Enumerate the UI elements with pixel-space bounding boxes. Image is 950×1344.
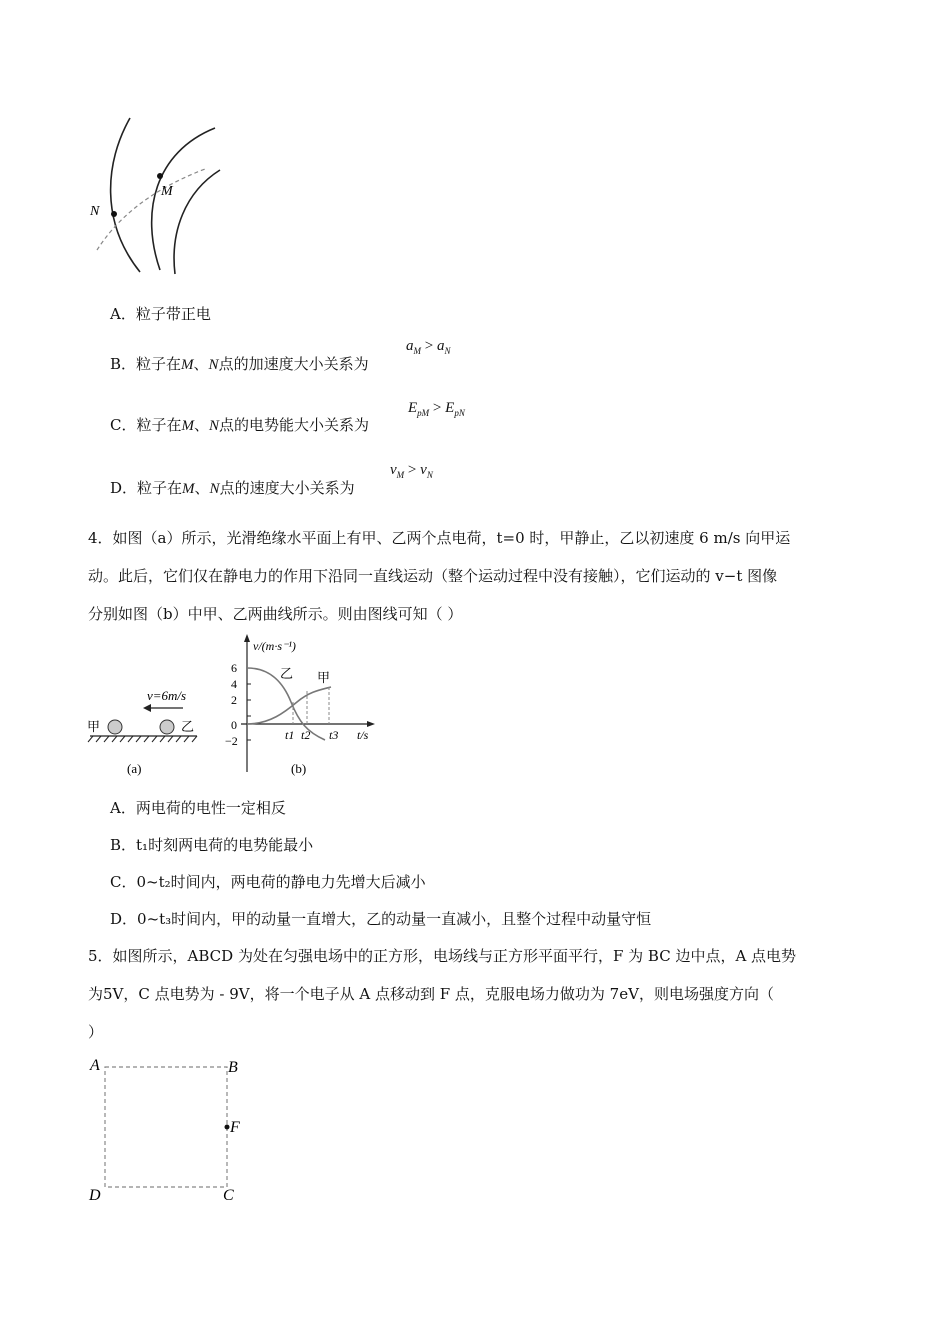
- option-4d: D．0~t₃时间内，甲的动量一直增大，乙的动量一直减小，且整个过程中动量守恒: [110, 910, 652, 928]
- question-5-line2: 为5V，C 点电势为 - 9V，将一个电子从 A 点移动到 F 点，克服电场力做功为 7eV，则电场强度方向（: [88, 985, 774, 1003]
- ytick-6: 6: [231, 661, 237, 675]
- ytick-0: 0: [231, 718, 237, 732]
- curve-jia-label: 甲: [317, 670, 331, 685]
- charge-jia: [108, 720, 122, 734]
- trajectory: [97, 169, 205, 250]
- label-jia: 甲: [87, 719, 101, 734]
- ytick-neg2: −2: [225, 734, 238, 748]
- x-axis-label: t/s: [357, 728, 369, 742]
- y-axis-label: v/(m·s⁻¹): [253, 639, 296, 653]
- caption-b: (b): [291, 761, 307, 776]
- vertex-c: C: [223, 1187, 234, 1204]
- option-4a: A．两电荷的电性一定相反: [110, 799, 286, 817]
- question-5-line1: 5．如图所示，ABCD 为处在匀强电场中的正方形，电场线与正方形平面平行，F 为 BC 边中点，A 点电势: [88, 947, 797, 965]
- curve-yi-label: 乙: [280, 666, 294, 681]
- label-yi: 乙: [181, 719, 195, 734]
- option-3d: D．粒子在M、N点的速度大小关系为: [110, 479, 355, 497]
- curve-jia: [247, 687, 331, 724]
- ytick-4: 4: [231, 677, 237, 691]
- formula-3d: $v_M > v_N$: [390, 462, 433, 480]
- square-figure: [85, 1050, 255, 1210]
- field-line-figure: [85, 112, 225, 282]
- option-3a: A．粒子带正电: [110, 305, 211, 323]
- formula-3c: $E_{pM} > E_{pN}$: [408, 400, 465, 418]
- label-n: N: [90, 204, 100, 219]
- field-line-left: [111, 118, 140, 272]
- question-5-line3: ）: [88, 1023, 104, 1041]
- vertex-b: B: [228, 1059, 238, 1076]
- field-line-right: [174, 170, 220, 274]
- option-4b: B．t₁时刻两电荷的电势能最小: [110, 836, 314, 854]
- question-4-line1: 4．如图（a）所示，光滑绝缘水平面上有甲、乙两个点电荷，t=0 时，甲静止，乙以初速度 6 m/s 向甲运: [88, 529, 791, 547]
- arrow-head: [143, 704, 151, 712]
- velocity-label: v=6m/s: [147, 688, 187, 703]
- vertex-a: A: [90, 1057, 100, 1074]
- figure-4b-vt-graph: [225, 632, 385, 782]
- option-3c: C．粒子在M、N点的电势能大小关系为: [110, 416, 370, 434]
- xtick-t1: t1: [285, 728, 295, 742]
- option-4c: C．0~t₂时间内，两电荷的静电力先增大后减小: [110, 873, 426, 891]
- caption-a: (a): [127, 761, 142, 776]
- xtick-t3: t3: [329, 728, 339, 742]
- label-m: M: [161, 184, 173, 199]
- question-4-line2: 动。此后，它们仅在静电力的作用下沿同一直线运动（整个运动过程中没有接触），它们运动的 v−t 图像: [88, 567, 778, 585]
- xtick-t2: t2: [301, 728, 311, 742]
- point-f-label: F: [230, 1119, 240, 1136]
- formula-3b: $a_M > a_N$: [406, 338, 451, 356]
- option-3b: B．粒子在M、N点的加速度大小关系为: [110, 355, 369, 373]
- charge-yi: [160, 720, 174, 734]
- point-f: [225, 1125, 230, 1130]
- ytick-2: 2: [231, 693, 237, 707]
- vertex-d: D: [89, 1187, 101, 1204]
- square-abcd: [105, 1067, 227, 1187]
- field-line-middle: [152, 128, 215, 270]
- point-m: [157, 173, 163, 179]
- question-4-line3: 分别如图（b）中甲、乙两曲线所示。则由图线可知（ ）: [88, 605, 463, 623]
- point-n: [111, 211, 117, 217]
- figure-4a: [85, 680, 205, 780]
